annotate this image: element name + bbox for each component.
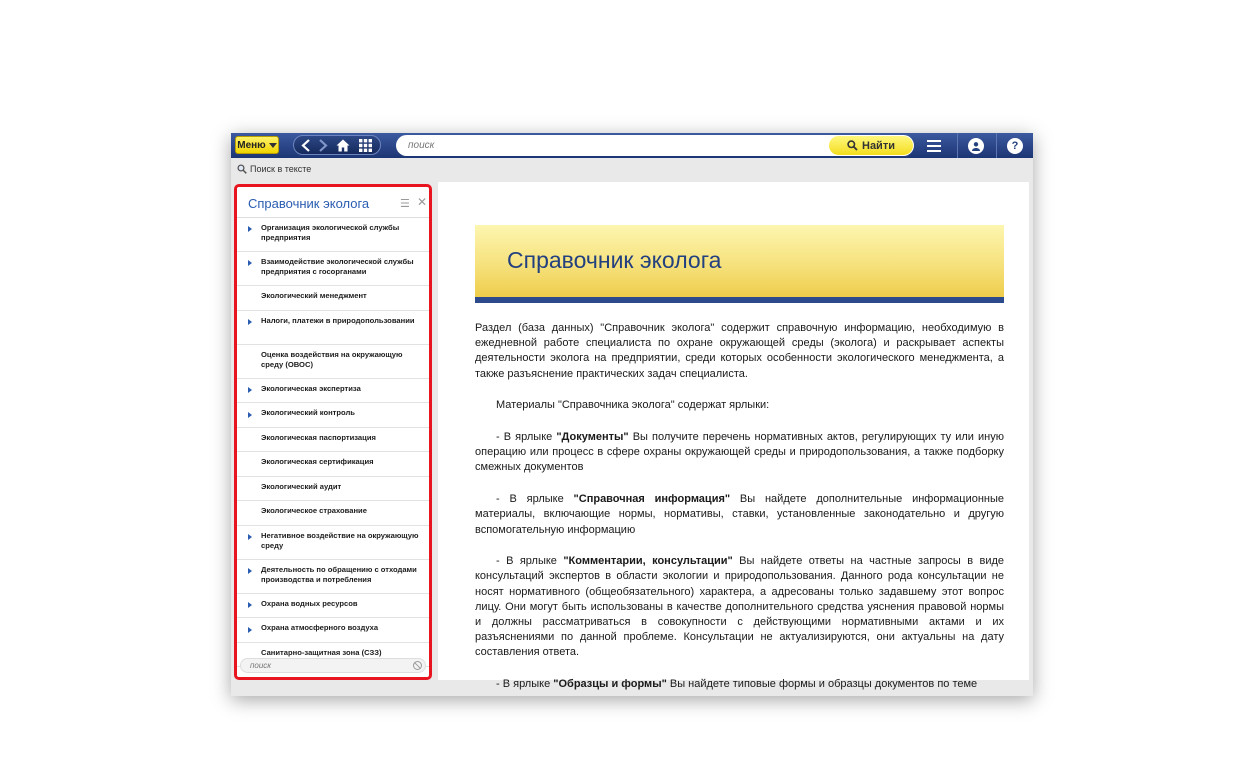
expand-arrow-icon <box>248 568 252 574</box>
panel-item-list <box>237 217 429 657</box>
navigation-group <box>293 135 381 155</box>
document-section <box>475 677 1004 692</box>
panel-item-label: Санитарно-защитная зона (СЗЗ) <box>261 647 382 657</box>
panel-item-label: Организация экологической службы предприятия <box>261 223 400 242</box>
panel-item[interactable] <box>237 477 429 502</box>
section-tab-name: "Образцы и формы" <box>553 678 667 691</box>
panel-item-label: Экологическая экспертиза <box>261 383 361 393</box>
help-button[interactable] <box>997 133 1033 158</box>
top-toolbar <box>231 133 1033 158</box>
panel-item-label: Налоги, платежи в природопользовании <box>261 315 415 325</box>
panel-item[interactable] <box>237 286 429 311</box>
expand-arrow-icon <box>248 602 252 608</box>
user-profile-button[interactable] <box>958 133 994 158</box>
document-section <box>475 430 1004 476</box>
search-icon <box>847 140 858 151</box>
panel-item[interactable] <box>237 311 429 345</box>
banner-stripe <box>475 297 1004 303</box>
panel-item[interactable] <box>237 218 429 252</box>
section-text: Вы найдете дополнительные информационные материалы, включающие нормы, нормативы, ставки, установленные законодательно и другую вспомогательную информацию <box>475 493 1004 536</box>
section-prefix: - В ярлыке <box>496 555 564 568</box>
panel-item[interactable] <box>237 618 429 643</box>
section-text: Вы получите перечень нормативных актов, регулирующих ту или иную операцию или процесс в сфере охраны окружающей среды и природопользования, а также подборку смежных документов <box>475 431 1004 474</box>
panel-item-label: Оценка воздействия на окружающую среду (ОВОС) <box>261 349 403 369</box>
panel-item-label: Охрана атмосферного воздуха <box>261 623 379 632</box>
app-window <box>231 133 1033 696</box>
panel-item-label: Негативное воздействие на окружающую среду <box>261 530 419 550</box>
forward-button[interactable] <box>314 137 332 154</box>
menu-button-label: Меню <box>237 139 266 151</box>
chevron-right-icon <box>318 139 328 152</box>
panel-search-input[interactable] <box>250 660 400 671</box>
panel-menu-button[interactable]: ☰ <box>400 198 410 210</box>
panel-item[interactable] <box>237 594 429 619</box>
search-in-text-button[interactable] <box>237 164 311 174</box>
panel-item[interactable] <box>237 403 429 428</box>
section-prefix: - В ярлыке <box>496 431 557 444</box>
document-body <box>475 321 1004 709</box>
panel-item-label: Экологическая сертификация <box>261 457 374 466</box>
panel-item[interactable] <box>237 526 429 560</box>
find-button[interactable] <box>829 136 913 155</box>
chevron-left-icon <box>301 139 311 152</box>
list-menu-button[interactable] <box>916 133 952 158</box>
panel-item-label: Взаимодействие экологической службы предприятия с госорганами <box>261 257 414 276</box>
expand-arrow-icon <box>248 412 252 418</box>
grid-menu-button[interactable] <box>356 137 374 154</box>
document-banner <box>475 225 1004 303</box>
expand-arrow-icon <box>248 260 252 266</box>
expand-arrow-icon <box>248 387 252 393</box>
section-tab-name: "Документы" <box>556 431 629 444</box>
home-button[interactable] <box>334 137 352 154</box>
panel-item[interactable] <box>237 560 429 594</box>
navigation-panel <box>234 184 432 680</box>
search-in-text-label: Поиск в тексте <box>250 164 312 174</box>
document-section <box>475 492 1004 538</box>
section-tab-name: "Комментарии, консультации" <box>563 555 733 568</box>
caret-down-icon <box>269 143 277 148</box>
panel-item[interactable] <box>237 379 429 404</box>
panel-item[interactable] <box>237 252 429 286</box>
panel-item[interactable] <box>237 452 429 477</box>
global-search-input[interactable] <box>408 138 808 153</box>
panel-item-label: Экологический контроль <box>261 408 355 417</box>
document-section <box>475 554 1004 660</box>
back-button[interactable] <box>297 137 315 154</box>
section-text: Вы найдете типовые формы и образцы документов по теме <box>666 678 978 691</box>
menu-button[interactable] <box>235 136 279 154</box>
panel-item[interactable] <box>237 501 429 526</box>
close-icon[interactable]: ✕ <box>417 195 428 209</box>
help-icon: ? <box>1007 138 1023 154</box>
panel-item-label: Экологический аудит <box>261 481 342 491</box>
expand-arrow-icon <box>248 319 252 325</box>
panel-item-label: Охрана водных ресурсов <box>261 598 358 608</box>
home-icon <box>336 139 350 152</box>
global-search-bar <box>396 135 914 156</box>
panel-item-label: Экологический менеджмент <box>261 291 367 300</box>
panel-item-label: Экологическое страхование <box>261 506 367 515</box>
panel-title: Справочник эколога <box>248 196 370 211</box>
panel-item-label: Экологическая паспортизация <box>261 432 376 442</box>
panel-item[interactable] <box>237 345 429 379</box>
document-title: Справочник эколога <box>507 247 722 273</box>
document-paragraph: Раздел (база данных) "Справочник эколога" содержит справочную информацию, необходимую в ежедневной работе специалиста по охране окружающей среды (эколога) и раскрывает аспекты деятельности эколога на предприятии, среди которых особенности экологического менеджмента, а также разъяснение практических задач специалиста. <box>475 322 1004 380</box>
expand-arrow-icon <box>248 534 252 540</box>
expand-arrow-icon <box>248 226 252 232</box>
search-icon <box>237 164 247 174</box>
document-view <box>438 182 1029 691</box>
find-button-label: Найти <box>862 139 895 152</box>
panel-item[interactable] <box>237 428 429 453</box>
hamburger-icon <box>927 140 941 152</box>
grid-icon <box>359 139 372 152</box>
document-paragraph: Материалы "Справочника эколога" содержат ярлыки: <box>496 399 770 412</box>
panel-item-label: Деятельность по обращению с отходами производства и потребления <box>261 564 417 584</box>
section-tab-name: "Справочная информация" <box>573 493 731 506</box>
section-prefix: - В ярлыке <box>496 678 554 691</box>
panel-search-bar <box>240 658 426 673</box>
section-prefix: - В ярлыке <box>496 493 574 506</box>
expand-arrow-icon <box>248 627 252 633</box>
clear-icon[interactable] <box>413 661 422 670</box>
user-icon <box>968 138 984 154</box>
section-text: Вы найдете ответы на частные запросы в виде консультаций экспертов в области экологии и природопользования. Данного рода консультации не носят нормативного (общеобязательного) характера, а адресованы только задавшему этот вопрос лицу. Они могут быть использованы в качестве дополнительного средства уяснения правовой нормы и должны рассматриваться в совокупности с действующими нормативными актами и их разъяснениями по данной проблеме. Консультации не актуализируются, они актуальны на дату составления ответа. <box>475 555 1004 659</box>
